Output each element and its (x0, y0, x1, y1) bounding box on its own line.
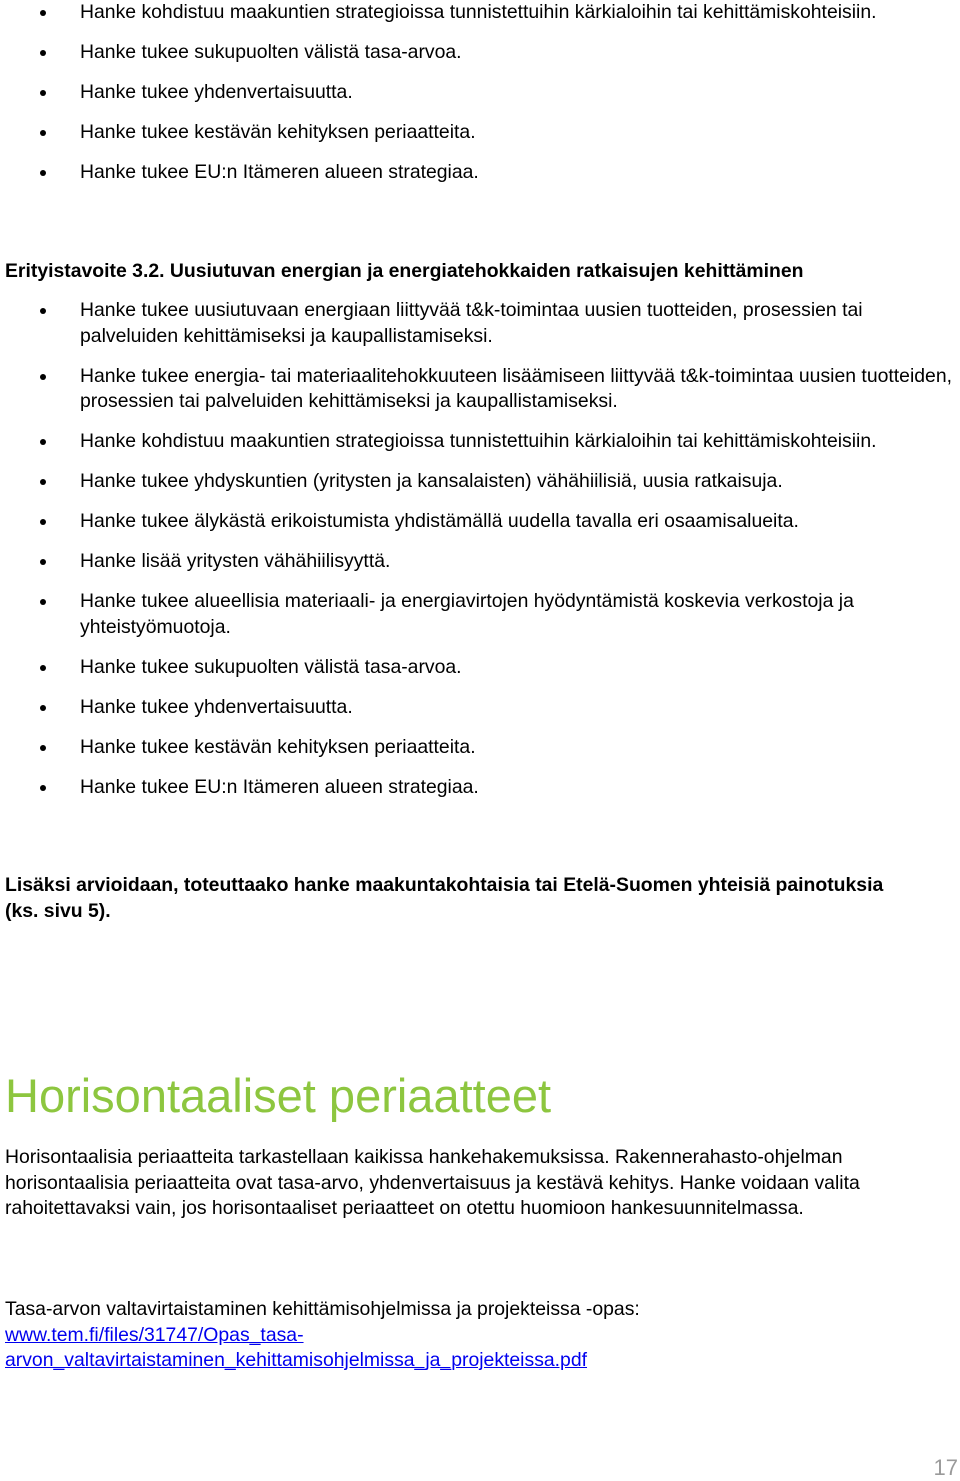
list-item (0, 298, 955, 349)
bullet-icon (40, 559, 46, 565)
list-item (0, 40, 955, 66)
bullet-icon (40, 10, 46, 16)
guide-link[interactable] (5, 1324, 587, 1372)
list-item (0, 80, 955, 106)
list-item-text: Hanke tukee kestävän kehityksen periaatteita. (80, 735, 476, 758)
list-item (0, 429, 955, 455)
list-item-text: Hanke tukee alueellisia materiaali- ja energiavirtojen hyödyntämistä koskevia verkostoja ja yhteistyömuotoja. (80, 590, 854, 638)
list-item (0, 695, 955, 721)
bullet-icon (40, 665, 46, 671)
bullet-icon (40, 439, 46, 445)
bullet-icon (40, 170, 46, 176)
list-item-text: Hanke tukee EU:n Itämeren alueen strategiaa. (80, 161, 479, 183)
bullet-icon (40, 785, 46, 791)
list-item-text: Hanke tukee älykästä erikoistumista yhdistämällä uudella tavalla eri osaamisalueita. (80, 510, 799, 532)
bullet-icon (40, 374, 46, 380)
list-item-text: Hanke tukee sukupuolten välistä tasa-arvoa. (80, 41, 462, 63)
list-item-text: Hanke lisää yritysten vähähiilisyyttä. (80, 550, 391, 572)
assessment-note: Lisäksi arvioidaan, toteuttaako hanke maakuntakohtaisia tai Etelä-Suomen yhteisiä painotuksia (ks. sivu 5). (5, 874, 884, 922)
list-item (0, 735, 955, 761)
list-item-text: Hanke tukee EU:n Itämeren alueen strategiaa. (80, 775, 479, 798)
bullet-icon (40, 130, 46, 136)
list-item (0, 655, 955, 681)
guide-text: Tasa-arvon valtavirtaistaminen kehittämisohjelmissa ja projekteissa -opas: (5, 1298, 640, 1320)
list-item-text: Hanke tukee sukupuolten välistä tasa-arvoa. (80, 655, 462, 678)
bullet-icon (40, 90, 46, 96)
subgoal-bullet-list (0, 298, 955, 815)
list-item-text: Hanke tukee kestävän kehityksen periaatteita. (80, 121, 476, 143)
bullet-icon (40, 308, 46, 314)
section-paragraph: Horisontaalisia periaatteita tarkastellaan kaikissa hankehakemuksissa. Rakennerahasto-ohjelman horisontaalisia periaatteita ovat tasa-arvo, yhdenvertaisuus ja kestävä kehitys. Hanke voidaan valita rahoitettavaksi vain, jos horisontaaliset periaatteet on otettu huomioon hankesuunnitelmassa. (5, 1146, 860, 1219)
list-item (0, 509, 955, 535)
list-item-text: Hanke tukee yhdenvertaisuutta. (80, 695, 353, 718)
bullet-icon (40, 745, 46, 751)
list-item (0, 469, 955, 495)
bullet-icon (40, 705, 46, 711)
list-item-text: Hanke tukee yhdenvertaisuutta. (80, 81, 353, 103)
subgoal-heading: Erityistavoite 3.2. Uusiutuvan energian ja energiatehokkaiden ratkaisujen kehittäminen (5, 260, 804, 282)
guide-link-line-1: www.tem.fi/files/31747/Opas_tasa- (5, 1323, 304, 1346)
page-number: 17 (933, 1455, 958, 1480)
list-item-text: Hanke tukee energia- tai materiaalitehokkuuteen lisäämiseen liittyvää t&k-toimintaa uusien tuotteiden, prosessien tai palveluiden kehittämiseksi ja kaupallistamiseksi. (80, 364, 952, 412)
list-item-text: Hanke kohdistuu maakuntien strategioissa tunnistettuihin kärkialoihin tai kehittämiskohteisiin. (80, 1, 877, 23)
section-title: Horisontaaliset periaatteet (5, 1069, 552, 1122)
list-item (0, 0, 955, 26)
list-item (0, 364, 955, 415)
bullet-icon (40, 519, 46, 525)
list-item (0, 160, 955, 186)
list-item-text: Hanke kohdistuu maakuntien strategioissa tunnistettuihin kärkialoihin tai kehittämiskohteisiin. (80, 430, 877, 452)
bullet-icon (40, 599, 46, 605)
list-item-text: Hanke tukee uusiutuvaan energiaan liittyvää t&k-toimintaa uusien tuotteiden, prosessien tai palveluiden kehittämiseksi ja kaupallistamiseksi. (80, 299, 863, 347)
list-item (0, 549, 955, 575)
list-item (0, 589, 955, 640)
guide-reference (5, 1297, 960, 1374)
list-item (0, 120, 955, 146)
list-item (0, 775, 955, 801)
list-item-text: Hanke tukee yhdyskuntien (yritysten ja kansalaisten) vähähiilisiä, uusia ratkaisuja. (80, 470, 783, 492)
bullet-icon (40, 50, 46, 56)
bullet-icon (40, 479, 46, 485)
guide-link-line-2: arvon_valtavirtaistaminen_kehittamisohjelmissa_ja_projekteissa.pdf (5, 1349, 588, 1371)
top-bullet-list (0, 0, 955, 200)
